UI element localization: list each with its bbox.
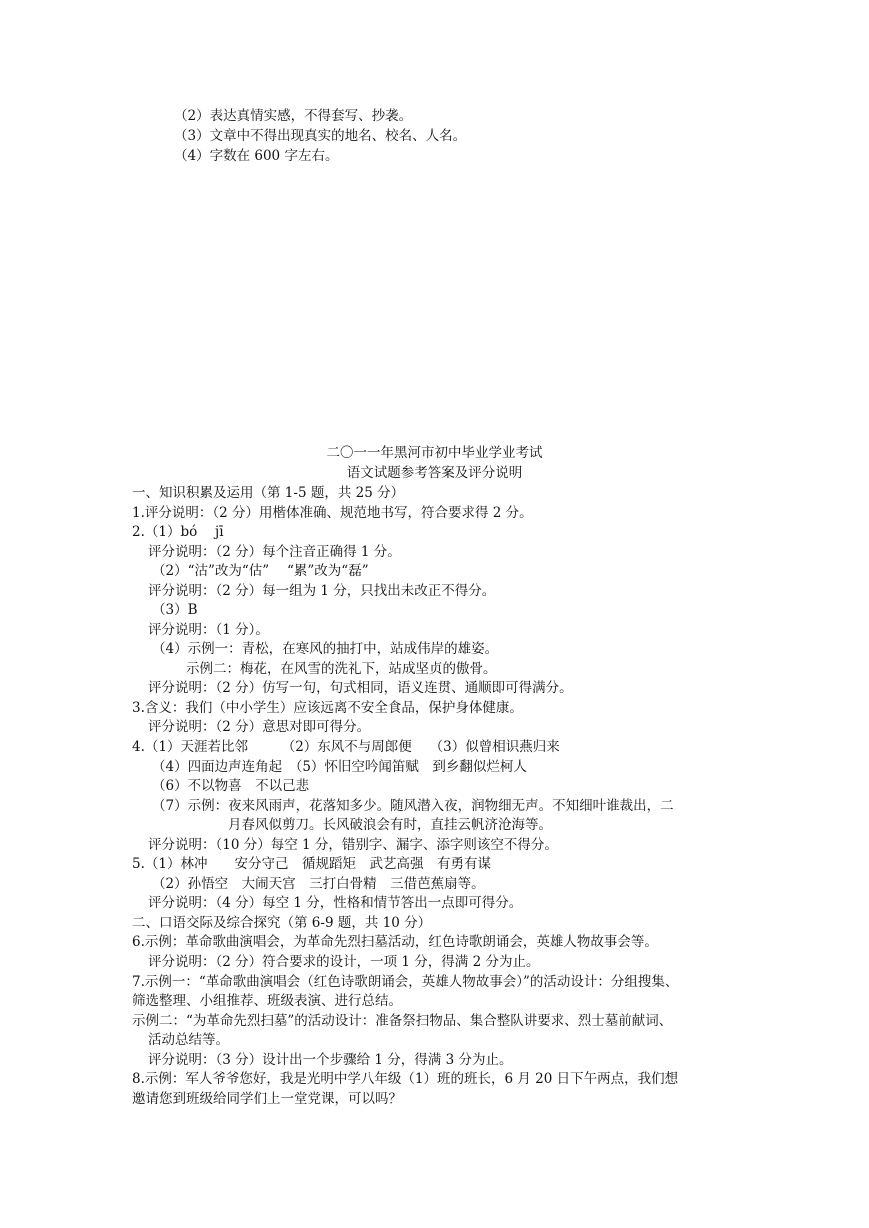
answer-line: 示例二：“为革命先烈扫墓”的活动设计：准备祭扫物品、集合整队讲要求、烈士墓前献词、 — [132, 1013, 673, 1029]
scoring-note: 评分说明：（4 分）每空 1 分，性格和情节答出一点即可得分。 — [148, 895, 523, 911]
answer-line: 8.示例：军人爷爷您好，我是光明中学八年级（1）班的班长，6 月 20 日下午两点，我们想 — [132, 1071, 679, 1087]
answer-line: 6.示例：革命歌曲演唱会，为革命先烈扫墓活动，红色诗歌朗诵会，英雄人物故事会等。 — [132, 934, 658, 950]
answer-line: （4）四面边声连角起 （5）怀旧空吟闻笛赋 到乡翻似烂柯人 — [152, 759, 527, 775]
answer-line: 活动总结等。 — [148, 1032, 229, 1048]
answer-line: （4）示例一：青松，在寒风的抽打中，站成伟岸的雄姿。 — [152, 641, 499, 657]
section-heading: 二、口语交际及综合探究（第 6-9 题，共 10 分） — [132, 915, 432, 931]
document-title: 二〇一一年黑河市初中毕业学业考试 — [326, 445, 543, 461]
answer-line: 2.（1）bó jī — [132, 524, 224, 540]
answer-line: （2）孙悟空 大闹天宫 三打白骨精 三借芭蕉扇等。 — [152, 876, 485, 892]
requirement-item: （2）表达真情实感，不得套写、抄袭。 — [174, 108, 413, 124]
answer-line: 7.示例一：“革命歌曲演唱会（红色诗歌朗诵会，英雄人物故事会）”的活动设计：分组搜集、 — [132, 974, 679, 990]
answer-line: （3）B — [152, 602, 198, 618]
scoring-note: 评分说明：（2 分）符合要求的设计，一项 1 分，得满 2 分为止。 — [148, 954, 540, 970]
requirement-item: （4）字数在 600 字左右。 — [174, 148, 339, 164]
scoring-note: 评分说明：（10 分）每空 1 分，错别字、漏字、添字则该空不得分。 — [148, 837, 558, 853]
scoring-note: 评分说明：（2 分）仿写一句，句式相同，语义连贯、通顺即可得满分。 — [148, 680, 573, 696]
scoring-note: 评分说明：（2 分）每一组为 1 分，只找出未改正不得分。 — [148, 583, 496, 599]
answer-line: （6）不以物喜 不以己悲 — [152, 778, 310, 794]
answer-line: 5.（1）林冲 安分守己 循规蹈矩 武艺高强 有勇有谋 — [132, 856, 491, 872]
answer-line: 邀请您到班级给同学们上一堂党课，可以吗？ — [132, 1091, 402, 1107]
answer-line: 月春风似剪刀。长风破浪会有时，直挂云帆济沧海等。 — [228, 817, 552, 833]
answer-line: 示例二：梅花，在风雪的洗礼下，站成坚贞的傲骨。 — [186, 661, 497, 677]
scoring-note: 评分说明：（2 分）意思对即可得分。 — [148, 719, 371, 735]
answer-line: 1.评分说明：（2 分）用楷体准确、规范地书写，符合要求得 2 分。 — [132, 505, 533, 521]
requirement-item: （3）文章中不得出现真实的地名、校名、人名。 — [174, 128, 467, 144]
scoring-note: 评分说明：（2 分）每个注音正确得 1 分。 — [148, 544, 401, 560]
scoring-note: 评分说明：（1 分）。 — [148, 622, 269, 638]
document-subtitle: 语文试题参考答案及评分说明 — [346, 465, 523, 481]
section-heading: 一、知识积累及运用（第 1-5 题，共 25 分） — [132, 485, 405, 501]
answer-line: （2）“沽”改为“估” “累”改为“磊” — [152, 563, 369, 579]
answer-line: 4.（1）天涯若比邻 （2）东风不与周郎便 （3）似曾相识燕归来 — [132, 739, 560, 755]
scoring-note: 评分说明：（3 分）设计出一个步骤给 1 分，得满 3 分为止。 — [148, 1052, 513, 1068]
answer-line: （7）示例：夜来风雨声，花落知多少。随风潜入夜，润物细无声。不知细叶谁裁出，二 — [152, 798, 674, 814]
answer-line: 筛选整理、小组推荐、班级表演、进行总结。 — [132, 993, 402, 1009]
answer-line: 3.含义：我们（中小学生）应该远离不安全食品，保护身体健康。 — [132, 700, 523, 716]
